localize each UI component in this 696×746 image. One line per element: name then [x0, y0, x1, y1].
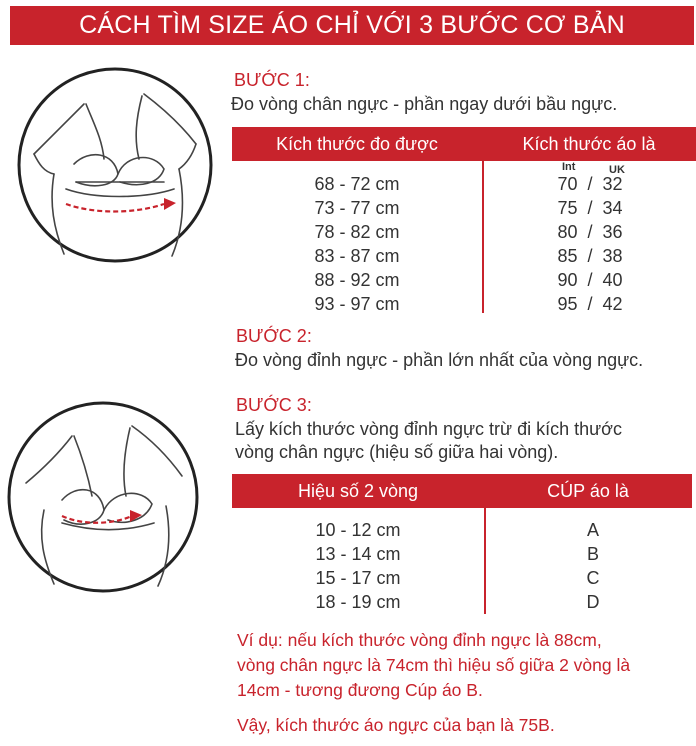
size-separator: /: [577, 270, 603, 290]
example-text: [237, 628, 630, 703]
size-int-value: 95: [557, 294, 578, 314]
size-table-measure-cell: 83 - 87 cm: [314, 246, 400, 266]
size-separator: /: [577, 294, 603, 314]
size-uk-value: 42: [602, 294, 623, 314]
example-line-3: 14cm - tương đương Cúp áo B.: [237, 680, 483, 700]
size-separator: /: [577, 198, 603, 218]
cup-table-cup-cell: A: [586, 520, 599, 540]
size-table-measure-cell: 73 - 77 cm: [314, 198, 400, 218]
size-table-size-cell: [484, 244, 696, 268]
size-table-size-cell: [484, 172, 696, 196]
size-table-header-size: Kích thước áo là: [522, 134, 656, 154]
cup-table-header-cup: CÚP áo là: [547, 481, 629, 501]
size-separator: /: [577, 174, 603, 194]
cup-table-cup-cell: D: [586, 592, 600, 612]
page-title-banner: [10, 6, 694, 45]
size-int-value: 90: [557, 270, 578, 290]
step3-title: BƯỚC 3:: [236, 395, 312, 415]
size-table-size-cell: [484, 196, 696, 220]
cup-table-cup-cell: B: [586, 544, 599, 564]
size-table-size-cell: [484, 220, 696, 244]
size-int-value: 85: [557, 246, 578, 266]
size-int-value: 80: [557, 222, 578, 242]
step2-title: BƯỚC 2:: [236, 326, 312, 346]
size-table-measure-cell: 93 - 97 cm: [314, 294, 400, 314]
example-line-2: vòng chân ngực là 74cm thì hiệu số giữa 2 vòng là: [237, 655, 631, 675]
size-uk-value: 34: [602, 198, 623, 218]
bust-illustration: [4, 398, 202, 596]
step1-title: BƯỚC 1:: [234, 70, 310, 90]
cup-table-diff-cell: 13 - 14 cm: [315, 544, 401, 564]
cup-table-diff-cell: 15 - 17 cm: [315, 568, 401, 588]
size-uk-value: 36: [602, 222, 623, 242]
cup-table-header-diff: Hiệu số 2 vòng: [297, 481, 419, 501]
size-table-measure-cell: 88 - 92 cm: [314, 270, 400, 290]
size-int-value: 70: [557, 174, 578, 194]
page-title: CÁCH TÌM SIZE ÁO CHỈ VỚI 3 BƯỚC CƠ BẢN: [79, 11, 625, 39]
example-line-1: Ví dụ: nếu kích thước vòng đỉnh ngực là 88cm,: [237, 630, 602, 650]
size-uk-value: 38: [602, 246, 623, 266]
size-table-uk-label: UK: [609, 164, 625, 176]
size-table-int-label: Int: [562, 161, 576, 173]
size-int-value: 75: [557, 198, 578, 218]
size-uk-value: 40: [602, 270, 623, 290]
size-table-size-cell: [484, 268, 696, 292]
step2-text: Đo vòng đỉnh ngực - phần lớn nhất của vòng ngực.: [235, 350, 644, 370]
step3-text: [235, 418, 622, 464]
size-separator: /: [577, 246, 603, 266]
size-separator: /: [577, 222, 603, 242]
size-table-size-cell: [484, 292, 696, 316]
step1-text: Đo vòng chân ngực - phần ngay dưới bầu ngực.: [231, 94, 618, 114]
step3-text-line-1: Lấy kích thước vòng đỉnh ngực trừ đi kích thước: [235, 419, 622, 439]
step3-text-line-2: vòng chân ngực (hiệu số giữa hai vòng).: [235, 442, 559, 462]
size-table-header: [232, 127, 696, 161]
cup-table-diff-cell: 10 - 12 cm: [315, 520, 401, 540]
underbust-illustration: [14, 64, 216, 266]
size-uk-value: 32: [602, 174, 623, 194]
size-table-header-measure: Kích thước đo được: [276, 134, 438, 154]
size-table-measure-cell: 68 - 72 cm: [314, 174, 400, 194]
cup-table-diff-cell: 18 - 19 cm: [315, 592, 401, 612]
example-conclusion: Vậy, kích thước áo ngực của bạn là 75B.: [237, 715, 555, 735]
cup-table-header: [232, 474, 692, 508]
size-table-measure-cell: 78 - 82 cm: [314, 222, 400, 242]
cup-table-cup-cell: C: [586, 568, 600, 588]
